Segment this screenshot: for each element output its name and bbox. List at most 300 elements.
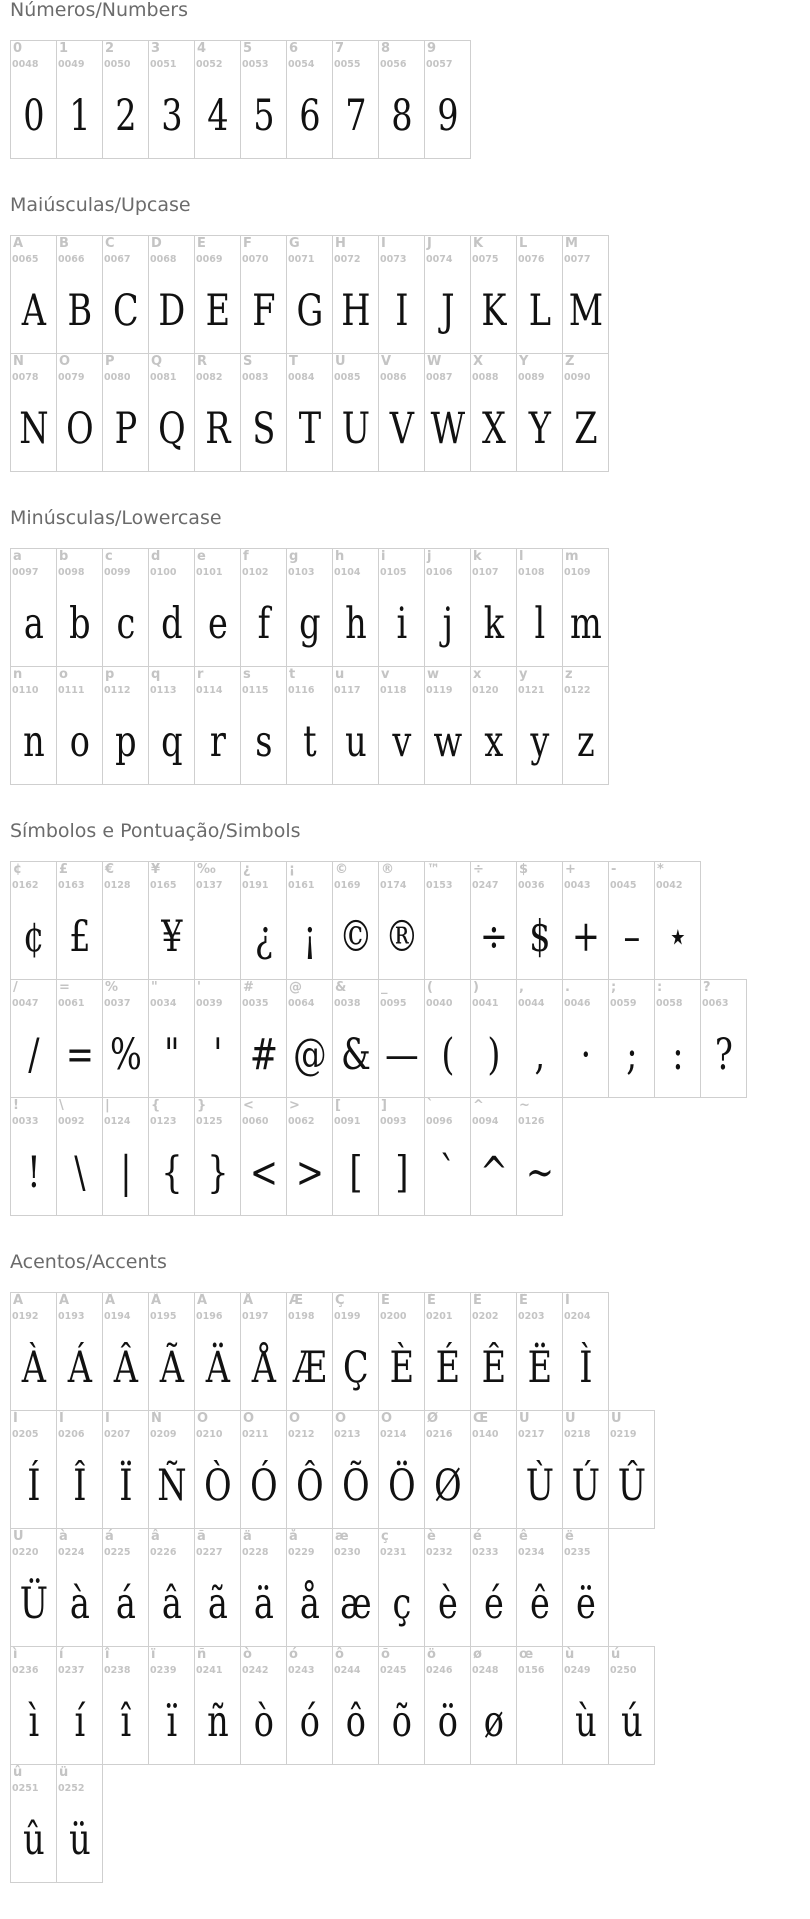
glyph-cell — [286, 40, 333, 159]
glyph-sample: S — [252, 403, 275, 454]
glyph-cell — [562, 235, 609, 354]
glyph-char-label: 2 — [105, 41, 115, 56]
glyph-sample: Í — [27, 1460, 40, 1511]
glyph-char-label: Ø — [427, 1411, 439, 1426]
glyph-sample: [ — [349, 1147, 362, 1198]
glyph-cell — [286, 1528, 333, 1647]
glyph-code-label: 0067 — [104, 254, 131, 265]
glyph-char-label: ó — [289, 1647, 298, 1662]
glyph-sample: à — [69, 1578, 90, 1629]
glyph-code-label: 0192 — [12, 1311, 39, 1322]
glyph-char-label: % — [105, 980, 119, 995]
glyph-cell — [608, 1646, 655, 1765]
glyph-code-label: 0250 — [610, 1665, 637, 1676]
glyph-char-label: L — [519, 236, 528, 251]
glyph-char-label: ¿ — [243, 862, 251, 877]
glyph-code-label: 0209 — [150, 1429, 177, 1440]
glyph-row — [10, 40, 805, 159]
glyph-code-label: 0055 — [334, 59, 361, 70]
glyph-code-label: 0044 — [518, 998, 545, 1009]
glyph-code-label: 0098 — [58, 567, 85, 578]
glyph-cell — [148, 979, 195, 1098]
glyph-cell — [562, 353, 609, 472]
glyph-code-label: 0123 — [150, 1116, 177, 1127]
glyph-row — [10, 548, 805, 667]
glyph-sample: Ë — [527, 1342, 552, 1393]
glyph-char-label: ö — [427, 1647, 436, 1662]
glyph-code-label: 0194 — [104, 1311, 131, 1322]
glyph-sample: Y — [528, 403, 551, 454]
glyph-char-label: Ò — [197, 1411, 209, 1426]
glyph-cell — [148, 1292, 195, 1411]
glyph-char-label: æ — [335, 1529, 349, 1544]
glyph-sample: â — [161, 1578, 182, 1629]
glyph-code-label: 0068 — [150, 254, 177, 265]
glyph-sample: 3 — [161, 90, 182, 141]
glyph-code-label: 0077 — [564, 254, 591, 265]
glyph-char-label: E — [197, 236, 206, 251]
glyph-sample: ü — [69, 1814, 90, 1865]
glyph-sample: P — [114, 403, 137, 454]
glyph-char-label: o — [59, 667, 68, 682]
glyph-sample: Ä — [205, 1342, 230, 1393]
glyph-cell — [102, 1097, 149, 1216]
glyph-cell — [378, 235, 425, 354]
glyph-code-label: 0088 — [472, 372, 499, 383]
glyph-cell — [240, 1097, 287, 1216]
glyph-code-label: 0165 — [150, 880, 177, 891]
glyph-cell — [424, 353, 471, 472]
glyph-char-label: 3 — [151, 41, 161, 56]
glyph-sample: v — [392, 716, 411, 767]
glyph-code-label: 0091 — [334, 1116, 361, 1127]
glyph-sample: á — [115, 1578, 136, 1629]
glyph-code-label: 0247 — [472, 880, 499, 891]
glyph-char-label: Z — [565, 354, 575, 369]
glyph-code-label: 0162 — [12, 880, 39, 891]
glyph-sample: , — [534, 1029, 545, 1080]
glyph-char-label: Ç — [335, 1293, 345, 1308]
glyph-cell — [102, 353, 149, 472]
glyph-sample: C — [113, 285, 138, 336]
glyph-char-label: < — [243, 1098, 254, 1113]
glyph-code-label: 0042 — [656, 880, 683, 891]
glyph-row — [10, 1410, 805, 1529]
glyph-sample: Ó — [250, 1460, 277, 1511]
glyph-sample: + — [571, 911, 600, 962]
glyph-cell — [10, 235, 57, 354]
glyph-code-label: 0137 — [196, 880, 223, 891]
glyph-sample: Z — [574, 403, 597, 454]
glyph-char-label: k — [473, 549, 482, 564]
glyph-sample: Å — [251, 1342, 276, 1393]
glyph-cell — [56, 979, 103, 1098]
glyph-char-label: Ä — [197, 1293, 208, 1308]
glyph-char-label: Õ — [335, 1411, 347, 1426]
glyph-char-label: Û — [611, 1411, 622, 1426]
glyph-char-label: P — [105, 354, 115, 369]
glyph-code-label: 0246 — [426, 1665, 453, 1676]
glyph-sample: f — [257, 598, 270, 649]
glyph-code-label: 0095 — [380, 998, 407, 1009]
glyph-code-label: 0156 — [518, 1665, 545, 1676]
glyph-code-label: 0099 — [104, 567, 131, 578]
glyph-sample: Ú — [571, 1460, 600, 1511]
glyph-code-label: 0087 — [426, 372, 453, 383]
glyph-char-label: e — [197, 549, 206, 564]
glyph-sample: X — [481, 403, 506, 454]
glyph-sample: Ô — [296, 1460, 323, 1511]
glyph-cell — [286, 1292, 333, 1411]
glyph-char-label: Ë — [519, 1293, 528, 1308]
glyph-cell — [516, 1646, 563, 1765]
glyph-char-label: à — [59, 1529, 68, 1544]
glyph-code-label: 0059 — [610, 998, 637, 1009]
glyph-code-label: 0252 — [58, 1783, 85, 1794]
glyph-cell — [286, 1646, 333, 1765]
glyph-row — [10, 666, 805, 785]
glyph-cell — [654, 979, 701, 1098]
glyph-sample: ì — [28, 1696, 39, 1747]
glyph-char-label: ü — [59, 1765, 69, 1780]
glyph-sample — [108, 908, 143, 966]
glyph-cell — [424, 666, 471, 785]
glyph-sample: K — [481, 285, 506, 336]
glyph-code-label: 0086 — [380, 372, 407, 383]
glyph-cell — [286, 353, 333, 472]
glyph-sample: Û — [617, 1460, 646, 1511]
glyph-cell — [608, 979, 655, 1098]
glyph-cell — [102, 1292, 149, 1411]
glyph-code-label: 0225 — [104, 1547, 131, 1558]
glyph-sample: 9 — [437, 90, 458, 141]
glyph-char-label: 0 — [13, 41, 23, 56]
glyph-cell — [700, 979, 747, 1098]
glyph-char-label: : — [657, 980, 663, 995]
glyph-cell — [148, 235, 195, 354]
glyph-cell — [470, 548, 517, 667]
glyph-char-label: 8 — [381, 41, 391, 56]
glyph-sample — [430, 908, 465, 966]
glyph-code-label: 0203 — [518, 1311, 545, 1322]
glyph-sample: G — [296, 285, 323, 336]
glyph-cell — [194, 1097, 241, 1216]
glyph-sample: s — [255, 716, 272, 767]
glyph-code-label: 0120 — [472, 685, 499, 696]
glyph-cell — [424, 1097, 471, 1216]
glyph-code-label: 0125 — [196, 1116, 223, 1127]
glyph-cell — [56, 1528, 103, 1647]
glyph-sample: 7 — [345, 90, 366, 141]
glyph-code-label: 0105 — [380, 567, 407, 578]
glyph-code-label: 0199 — [334, 1311, 361, 1322]
glyph-char-label: ù — [565, 1647, 575, 1662]
glyph-sample: B — [67, 285, 92, 336]
glyph-code-label: 0074 — [426, 254, 453, 265]
glyph-char-label: S — [243, 354, 253, 369]
glyph-char-label: Ñ — [151, 1411, 162, 1426]
glyph-cell — [516, 1528, 563, 1647]
glyph-code-label: 0035 — [242, 998, 269, 1009]
glyph-cell — [424, 1646, 471, 1765]
glyph-sample: î — [120, 1696, 131, 1747]
glyph-sample: ® — [385, 911, 418, 962]
glyph-cell — [194, 666, 241, 785]
glyph-code-label: 0213 — [334, 1429, 361, 1440]
glyph-sample: ] — [395, 1147, 408, 1198]
glyph-sample: > — [295, 1147, 324, 1198]
glyph-cell — [286, 979, 333, 1098]
glyph-cell — [562, 1646, 609, 1765]
glyph-code-label: 0124 — [104, 1116, 131, 1127]
glyph-sample: o — [69, 716, 90, 767]
glyph-cell — [378, 1097, 425, 1216]
glyph-code-label: 0161 — [288, 880, 315, 891]
glyph-code-label: 0096 — [426, 1116, 453, 1127]
glyph-sample: É — [435, 1342, 460, 1393]
glyph-cell — [148, 861, 195, 980]
glyph-char-label: 9 — [427, 41, 437, 56]
glyph-cell — [148, 1410, 195, 1529]
glyph-sample: ^ — [479, 1147, 508, 1198]
glyph-code-label: 0090 — [564, 372, 591, 383]
glyph-char-label: ] — [381, 1098, 387, 1113]
glyph-char-label: + — [565, 862, 576, 877]
glyph-sample: õ — [391, 1696, 412, 1747]
glyph-sample — [522, 1693, 557, 1751]
glyph-char-label: Ú — [565, 1411, 576, 1426]
glyph-code-label: 0244 — [334, 1665, 361, 1676]
glyph-row — [10, 235, 805, 354]
glyph-cell — [286, 235, 333, 354]
glyph-char-label: ~ — [519, 1098, 530, 1113]
glyph-cell — [240, 1410, 287, 1529]
glyph-code-label: 0041 — [472, 998, 499, 1009]
glyph-code-label: 0251 — [12, 1783, 39, 1794]
glyph-char-label: Å — [243, 1293, 254, 1308]
glyph-sample — [476, 1457, 511, 1515]
glyph-sample: L — [528, 285, 551, 336]
glyph-char-label: ! — [13, 1098, 19, 1113]
glyph-cell — [56, 235, 103, 354]
glyph-char-label: Ô — [289, 1411, 301, 1426]
glyph-sample: p — [115, 716, 136, 767]
glyph-code-label: 0081 — [150, 372, 177, 383]
glyph-code-label: 0238 — [104, 1665, 131, 1676]
glyph-sample: æ — [340, 1578, 371, 1629]
glyph-char-label: @ — [289, 980, 302, 995]
glyph-char-label: á — [105, 1529, 114, 1544]
glyph-code-label: 0248 — [472, 1665, 499, 1676]
glyph-code-label: 0217 — [518, 1429, 545, 1440]
glyph-sample: È — [389, 1342, 414, 1393]
glyph-sample: ç — [392, 1578, 411, 1629]
glyph-cell — [102, 235, 149, 354]
glyph-char-label: l — [519, 549, 524, 564]
glyph-sample: Ñ — [157, 1460, 186, 1511]
glyph-code-label: 0057 — [426, 59, 453, 70]
glyph-sample: ¢ — [23, 911, 44, 962]
glyph-code-label: 0037 — [104, 998, 131, 1009]
glyph-char-label: 1 — [59, 41, 69, 56]
glyph-char-label: ò — [243, 1647, 252, 1662]
glyph-sample: : — [672, 1029, 683, 1080]
glyph-cell — [424, 235, 471, 354]
glyph-cell — [470, 666, 517, 785]
glyph-code-label: 0052 — [196, 59, 223, 70]
glyph-cell — [378, 353, 425, 472]
glyph-sample: % — [109, 1029, 142, 1080]
glyph-cell — [332, 1292, 379, 1411]
glyph-code-label: 0212 — [288, 1429, 315, 1440]
glyph-cell — [102, 861, 149, 980]
glyph-sample: ö — [437, 1696, 458, 1747]
glyph-code-label: 0114 — [196, 685, 223, 696]
glyph-cell — [56, 1410, 103, 1529]
glyph-code-label: 0108 — [518, 567, 545, 578]
glyph-sample: w — [433, 716, 462, 767]
glyph-code-label: 0121 — [518, 685, 545, 696]
glyph-sample: N — [19, 403, 48, 454]
glyph-code-label: 0174 — [380, 880, 407, 891]
section — [10, 0, 805, 159]
glyph-code-label: 0083 — [242, 372, 269, 383]
glyph-cell — [194, 1646, 241, 1765]
glyph-sample: — — [385, 1029, 418, 1080]
glyph-sample: A — [21, 285, 46, 336]
glyph-char-label: n — [13, 667, 23, 682]
glyph-sample: ~ — [525, 1147, 554, 1198]
glyph-sample: H — [341, 285, 370, 336]
glyph-code-label: 0094 — [472, 1116, 499, 1127]
glyph-code-label: 0050 — [104, 59, 131, 70]
glyph-sample: Ì — [579, 1342, 592, 1393]
glyph-cell — [286, 548, 333, 667]
glyph-code-label: 0101 — [196, 567, 223, 578]
glyph-char-label: Ì — [565, 1293, 570, 1308]
glyph-sample: ¥ — [161, 911, 182, 962]
glyph-cell — [10, 1646, 57, 1765]
glyph-cell — [56, 1097, 103, 1216]
glyph-char-label: ™ — [427, 862, 440, 877]
glyph-cell — [240, 353, 287, 472]
glyph-code-label: 0119 — [426, 685, 453, 696]
glyph-cell — [608, 861, 655, 980]
glyph-cell — [470, 1292, 517, 1411]
glyph-cell — [102, 979, 149, 1098]
glyph-code-label: 0140 — [472, 1429, 499, 1440]
section-title: Acentos/Accents — [10, 1251, 167, 1273]
glyph-code-label: 0228 — [242, 1547, 269, 1558]
glyph-char-label: Â — [105, 1293, 116, 1308]
glyph-sample: J — [441, 285, 454, 336]
glyph-sample: Q — [158, 403, 185, 454]
glyph-sample: ⋆ — [667, 911, 688, 962]
glyph-code-label: 0193 — [58, 1311, 85, 1322]
glyph-sample: 1 — [69, 90, 90, 141]
glyph-cell — [470, 979, 517, 1098]
glyph-sample: é — [483, 1578, 504, 1629]
glyph-row — [10, 1292, 805, 1411]
glyph-cell — [424, 1528, 471, 1647]
glyph-code-label: 0115 — [242, 685, 269, 696]
glyph-cell — [56, 1764, 103, 1883]
glyph-code-label: 0117 — [334, 685, 361, 696]
glyph-sample: ï — [166, 1696, 177, 1747]
glyph-cell — [148, 548, 195, 667]
glyph-char-label: ç — [381, 1529, 389, 1544]
glyph-char-label: ï — [151, 1647, 156, 1662]
glyph-cell — [470, 861, 517, 980]
glyph-sample: ú — [621, 1696, 642, 1747]
glyph-sample: · — [580, 1029, 591, 1080]
glyph-char-label: # — [243, 980, 254, 995]
glyph-code-label: 0214 — [380, 1429, 407, 1440]
glyph-char-label: g — [289, 549, 299, 564]
glyph-char-label: é — [473, 1529, 482, 1544]
glyph-cell — [240, 1646, 287, 1765]
glyph-code-label: 0204 — [564, 1311, 591, 1322]
glyph-sample: e — [207, 598, 228, 649]
glyph-char-label: Î — [59, 1411, 64, 1426]
glyph-char-label: \ — [59, 1098, 64, 1113]
glyph-code-label: 0100 — [150, 567, 177, 578]
glyph-code-label: 0097 — [12, 567, 39, 578]
glyph-sample: l — [534, 598, 545, 649]
glyph-sample: Æ — [293, 1342, 326, 1393]
glyph-cell — [56, 666, 103, 785]
glyph-cell — [562, 979, 609, 1098]
glyph-cell — [516, 353, 563, 472]
glyph-char-label: D — [151, 236, 162, 251]
glyph-sample: R — [205, 403, 230, 454]
glyph-cell — [378, 1292, 425, 1411]
glyph-cell — [470, 353, 517, 472]
glyph-code-label: 0232 — [426, 1547, 453, 1558]
glyph-cell — [516, 1410, 563, 1529]
glyph-char-label: x — [473, 667, 482, 682]
glyph-code-label: 0211 — [242, 1429, 269, 1440]
glyph-cell — [148, 1097, 195, 1216]
glyph-code-label: 0072 — [334, 254, 361, 265]
glyph-cell — [240, 1528, 287, 1647]
glyph-code-label: 0231 — [380, 1547, 407, 1558]
glyph-code-label: 0039 — [196, 998, 223, 1009]
glyph-cell — [148, 1646, 195, 1765]
glyph-sample: Ï — [119, 1460, 132, 1511]
glyph-char-label: $ — [519, 862, 529, 877]
glyph-cell — [194, 861, 241, 980]
glyph-char-label: R — [197, 354, 208, 369]
glyph-sample: b — [69, 598, 90, 649]
glyph-char-label: M — [565, 236, 578, 251]
glyph-char-label: [ — [335, 1098, 341, 1113]
glyph-code-label: 0195 — [150, 1311, 177, 1322]
glyph-cell — [102, 1528, 149, 1647]
glyph-cell — [286, 861, 333, 980]
glyph-char-label: Ê — [473, 1293, 482, 1308]
glyph-char-label: F — [243, 236, 252, 251]
glyph-cell — [332, 548, 379, 667]
glyph-sample: q — [161, 716, 182, 767]
glyph-sample: ; — [626, 1029, 637, 1080]
glyph-sample: 5 — [253, 90, 274, 141]
glyph-char-label: ‰ — [197, 862, 216, 877]
glyph-sample: a — [23, 598, 44, 649]
glyph-sample: ê — [529, 1578, 550, 1629]
glyph-code-label: 0220 — [12, 1547, 39, 1558]
glyph-cell — [240, 40, 287, 159]
